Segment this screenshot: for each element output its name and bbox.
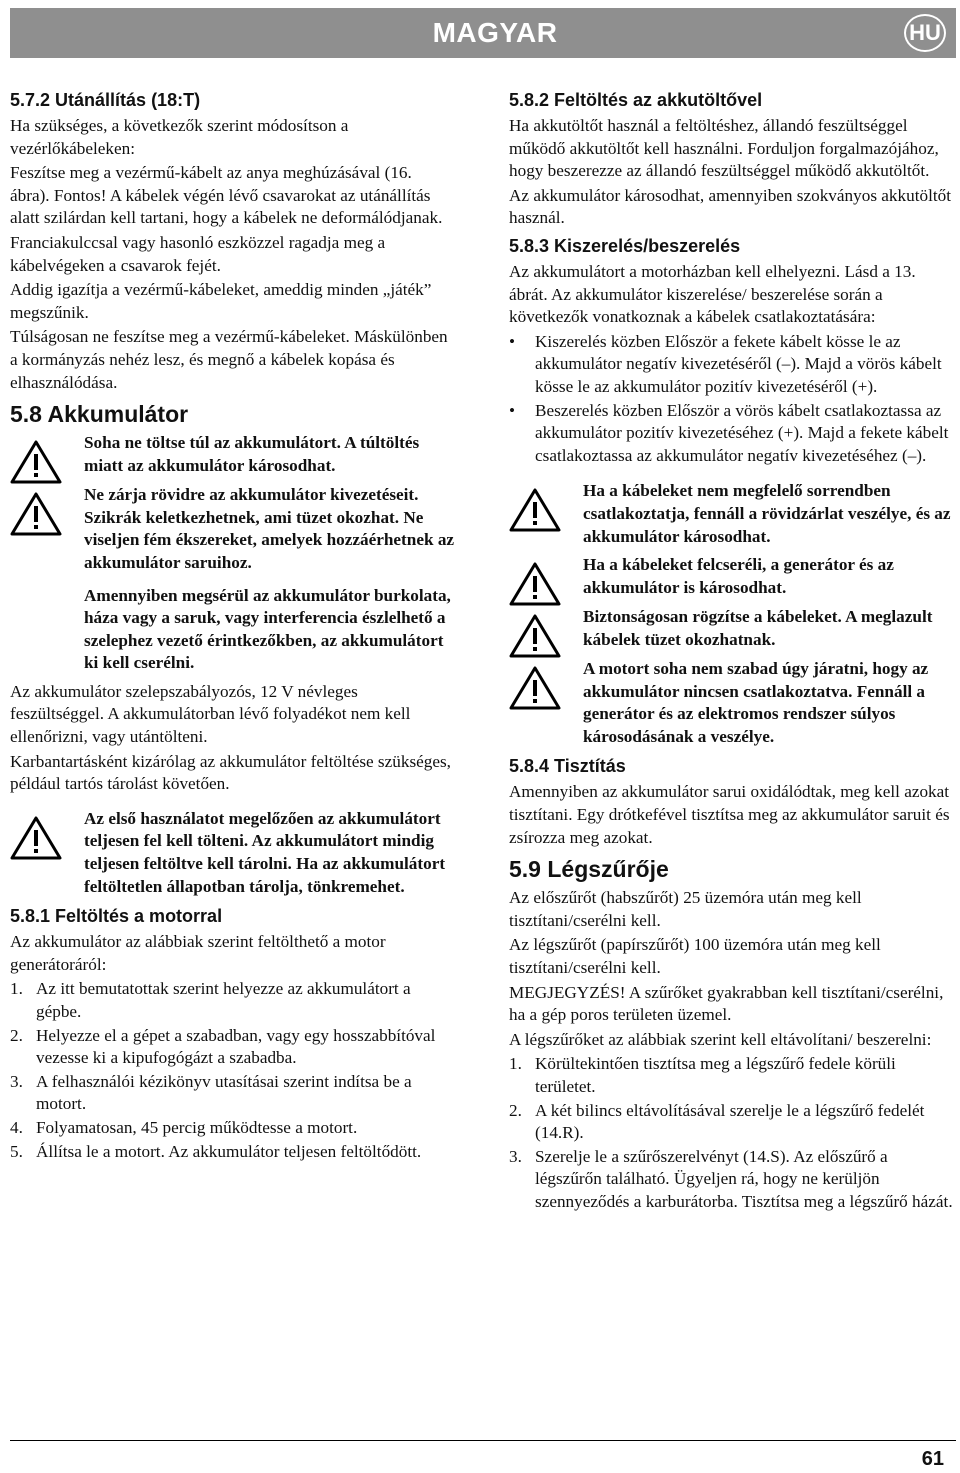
page-number: 61 bbox=[921, 1448, 944, 1470]
page-header bbox=[10, 8, 956, 58]
warning-text: Ha a kábeleket felcseréli, a generátor és az akkumulátor is károsodhat. bbox=[583, 555, 894, 597]
warning-icon bbox=[10, 492, 62, 536]
list-item: 1. Körültekintően tisztítsa meg a légszűrő fedele körüli területet. bbox=[509, 1054, 896, 1096]
paragraph: Karbantartásként kizárólag az akkumulátor feltöltése szükséges, például tartós tárolást követően. bbox=[10, 751, 451, 794]
cable-bullets bbox=[509, 331, 954, 468]
paragraph: Feszítse meg a vezérmű-kábelt az anya meghúzásával (16. ábra). Fontos! A kábelek végén lévő csavarokat az utánállítás alatt szilárdan kell tartani, hogy a kábelek ne deformálódjanak. bbox=[10, 163, 443, 228]
warning-text: Amennyiben megsérül az akkumulátor burkolata, háza vagy a saruk, vagy interferencia észlelhető a szelephez vezető érintkezőkben, az akkumulátort ki kell cserélni. bbox=[84, 585, 451, 673]
section-5-7-2-title: 5.7.2 Utánállítás (18:T) bbox=[10, 90, 201, 110]
warning-block bbox=[10, 808, 455, 898]
paragraph: Amennyiben az akkumulátor sarui oxidálódtak, meg kell azokat tisztítani. Egy drótkefével tisztítsa meg az akkumulátor saruit és zsírozza meg azokat. bbox=[509, 782, 950, 847]
air-filter-steps bbox=[509, 1053, 954, 1213]
paragraph: Az akkumulátort a motorházban kell elhelyezni. Lásd a 13. ábrát. Az akkumulátor kiszerelése/ beszerelése során a következők vonatkoznak a kábelek csatlakoztatására: bbox=[509, 261, 916, 327]
paragraph: Ha szükséges, a következők szerint módosítson a vezérlőkábeleken: bbox=[10, 116, 349, 158]
right-column bbox=[509, 84, 954, 1215]
paragraph: Túlságosan ne feszítse meg a vezérmű-kábeleket. Máskülönben a kormányzás nehéz lesz, és megnő a kábelek kopása és elhasználódása. bbox=[10, 327, 448, 392]
language-badge: HU bbox=[904, 14, 946, 52]
paragraph: Az akkumulátor károsodhat, amennyiben szokványos akkutöltőt használ. bbox=[509, 185, 951, 228]
warning-text: Biztonságosan rögzítse a kábeleket. A meglazult kábelek tüzet okozhatnak. bbox=[583, 607, 933, 649]
language-title: MAGYAR bbox=[432, 17, 558, 48]
list-item: 4. Folyamatosan, 45 percig működtesse a motort. bbox=[10, 1117, 358, 1137]
warning-text: Az első használatot megelőzően az akkumulátort teljesen fel kell tölteni. Az akkumulátort mindig teljesen feltöltve kell tárolni. Ha az akkumulátort feltöltetlen állapotban tárolja, tönkremehet. bbox=[84, 808, 446, 896]
list-item: 1. Az itt bemutatottak szerint helyezze az akkumulátort a gépbe. bbox=[10, 979, 411, 1021]
section-5-8-2-title: 5.8.2 Feltöltés az akkutöltővel bbox=[509, 90, 763, 110]
list-item: 3. Szerelje le a szűrőszerelvényt (14.S). Az előszűrő a légszűrőn található. Ügyeljen rá, hogy ne kerüljön szennyeződés a karburátorba. Tisztítsa meg a légszűrő házát. bbox=[509, 1146, 953, 1211]
list-item: 5. Állítsa le a motort. Az akkumulátor teljesen feltöltődött. bbox=[10, 1141, 422, 1161]
warning-block bbox=[509, 658, 954, 748]
list-item: 3. A felhasználói kézikönyv utasításai szerint indítsa be a motort. bbox=[10, 1071, 412, 1114]
warning-text: A motort soha nem szabad úgy járatni, hogy az akkumulátor nincsen csatlakoztatva. Fennáll a generátor és az elektromos rendszer súlyos károsodásának a veszélye. bbox=[583, 659, 929, 746]
list-item: • Beszerelés közben Először a vörös kábelt csatlakoztassa az akkumulátor pozitív kivezetéséhez (+). Majd a fekete kábelt csatlakoztassa az akkumulátor negatív kivezetéséhez (–). bbox=[509, 400, 949, 465]
paragraph: Ha akkutöltőt használ a feltöltéshez, állandó feszültséggel működő akkutöltőt kell használni. Forduljon forgalmazójához, hogy beszerezze az állandó feszültséggel működő akkutöltőt. bbox=[509, 116, 939, 181]
paragraph: Az akkumulátor az alábbiak szerint feltölthető a motor generátoráról: bbox=[10, 932, 386, 974]
list-item: 2. A két bilincs eltávolításával szerelje le a légszűrő fedelét (14.R). bbox=[509, 1100, 925, 1143]
section-5-8-4-title: 5.8.4 Tisztítás bbox=[509, 756, 626, 777]
paragraph: Az légszűrőt (papírszűrőt) 100 üzemóra után meg kell tisztítani/cserélni kell. bbox=[509, 935, 881, 978]
list-item: • Kiszerelés közben Először a fekete kábelt kösse le az akkumulátor negatív kivezetéséről (–). Majd a vörös kábelt kösse le az akkumulátor pozitív kivezetéséről (+). bbox=[509, 331, 942, 396]
charging-steps bbox=[10, 978, 455, 1163]
warning-icon bbox=[10, 440, 62, 484]
paragraph: Addig igazítja a vezérmű-kábeleket, ameddig minden „játék” megszűnik. bbox=[10, 280, 432, 322]
warning-block bbox=[509, 480, 954, 548]
warning-block bbox=[509, 554, 954, 600]
footer-rule bbox=[10, 1440, 956, 1441]
list-item: 2. Helyezze el a gépet a szabadban, vagy egy hosszabbítóval vezesse ki a kipufogógázt a szabadba. bbox=[10, 1025, 436, 1068]
left-column bbox=[10, 84, 455, 1164]
warning-block bbox=[509, 606, 954, 652]
section-5-9-title: 5.9 Légszűrője bbox=[509, 856, 669, 883]
warning-icon bbox=[509, 562, 561, 606]
section-5-8-title: 5.8 Akkumulátor bbox=[10, 401, 189, 428]
paragraph: MEGJEGYZÉS! A szűrőket gyakrabban kell tisztítani/cserélni, ha a gép poros területen üzemel. bbox=[509, 982, 944, 1025]
paragraph: Franciakulccsal vagy hasonló eszközzel ragadja meg a kábelvégeken a csavarok fejét. bbox=[10, 232, 386, 275]
warning-icon bbox=[10, 816, 62, 860]
paragraph: Az akkumulátor szelepszabályozós, 12 V névleges feszültséggel. A akkumulátorban lévő folyadékot nem kell ellenőrizni, vagy utántölteni. bbox=[10, 681, 411, 747]
warning-block bbox=[10, 432, 455, 478]
warning-text: Ha a kábeleket nem megfelelő sorrendben csatlakoztatja, fennáll a rövidzárlat veszélye, és az akkumulátor károsodhat. bbox=[583, 481, 951, 546]
warning-text: Soha ne töltse túl az akkumulátort. A túltöltés miatt az akkumulátor károsodhat. bbox=[84, 433, 420, 475]
section-5-8-1-title: 5.8.1 Feltöltés a motorral bbox=[10, 906, 223, 927]
section-5-8-3-title: 5.8.3 Kiszerelés/beszerelés bbox=[509, 235, 741, 256]
warning-block bbox=[10, 484, 455, 675]
warning-text: Ne zárja rövidre az akkumulátor kivezetéseit. Szikrák keletkezhetnek, ami tüzet okozhat. Ne viseljen fém ékszereket, amelyek hozzáérhetnek az akkumulátor saruihoz. bbox=[84, 485, 455, 572]
warning-icon bbox=[509, 614, 561, 658]
paragraph: A légszűrőket az alábbiak szerint kell eltávolítani/ beszerelni: bbox=[509, 1029, 932, 1049]
warning-icon bbox=[509, 488, 561, 532]
paragraph: Az előszűrőt (habszűrőt) 25 üzemóra után meg kell tisztítani/cserélni kell. bbox=[509, 888, 862, 930]
warning-icon bbox=[509, 666, 561, 710]
